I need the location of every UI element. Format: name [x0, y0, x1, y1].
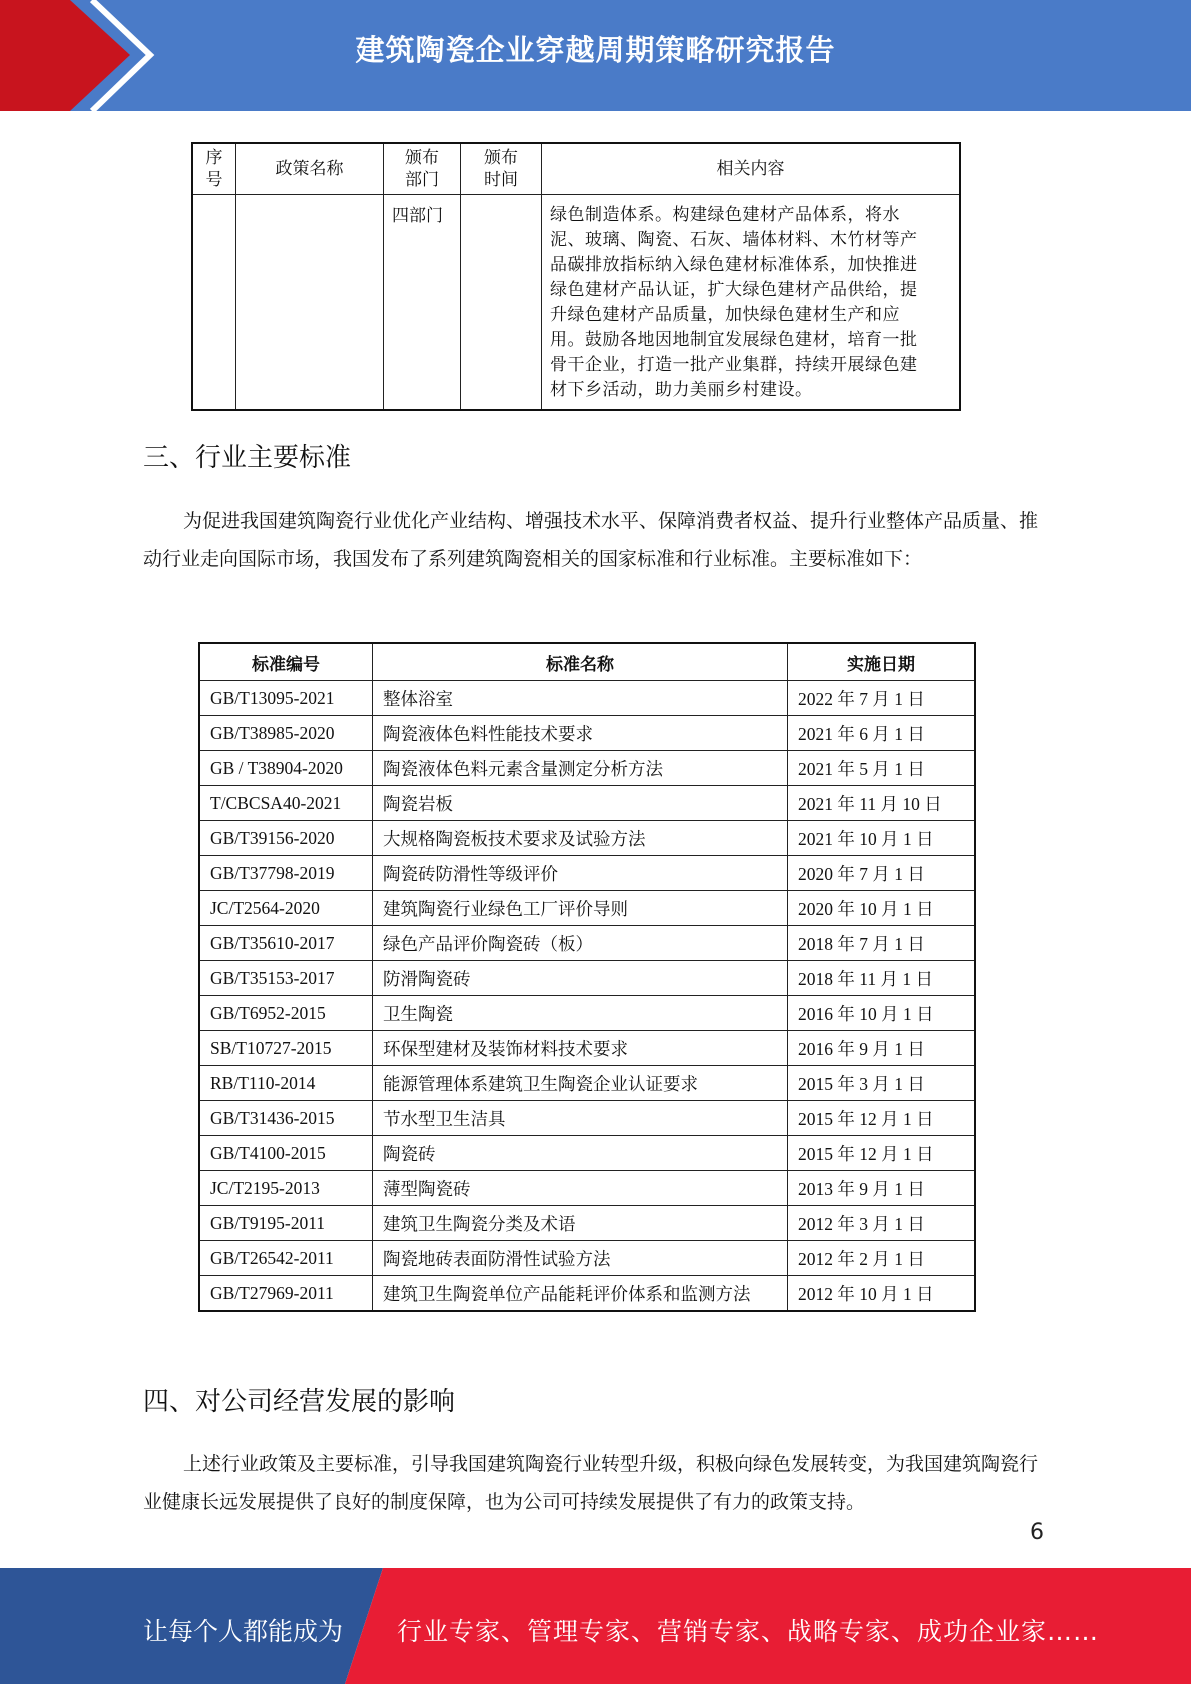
page-header [0, 0, 1191, 111]
cell-content: 绿色制造体系。构建绿色建材产品体系，将水 泥、玻璃、陶瓷、石灰、墙体材料、木竹材等产 品碳排放指标纳入绿色建材标准体系，加快推进 绿色建材产品认证，扩大绿色建材产品供给，提 升绿色建材产品质量，加快绿色建材生产和应 用。鼓励各地因地制宜发展绿色建材，培育一批 骨干企业，打造一批产业集群，持续开展绿色建 材下乡活动，助力美丽乡村建设。 [542, 195, 961, 411]
cell-standard-number: GB/T39156-2020 [199, 821, 373, 856]
cell-standard-number: SB/T10727-2015 [199, 1031, 373, 1066]
cell-standard-name: 能源管理体系建筑卫生陶瓷企业认证要求 [373, 1066, 788, 1101]
cell-effective-date: 2022 年 7 月 1 日 [788, 681, 976, 716]
cell-standard-number: GB/T9195-2011 [199, 1206, 373, 1241]
cell-standard-name: 卫生陶瓷 [373, 996, 788, 1031]
header-effective-date: 实施日期 [788, 643, 976, 681]
cell-standard-name: 建筑卫生陶瓷分类及术语 [373, 1206, 788, 1241]
header-time: 颁布 时间 [461, 143, 542, 195]
cell-standard-number: GB/T38985-2020 [199, 716, 373, 751]
table-row [199, 1031, 975, 1066]
cell-effective-date: 2016 年 9 月 1 日 [788, 1031, 976, 1066]
footer-slogan-left: 让每个人都能成为 [143, 1617, 344, 1646]
cell-effective-date: 2016 年 10 月 1 日 [788, 996, 976, 1031]
cell-effective-date: 2012 年 3 月 1 日 [788, 1206, 976, 1241]
cell-standard-number: GB/T27969-2011 [199, 1276, 373, 1312]
table-row [199, 786, 975, 821]
table-row [199, 1276, 975, 1312]
table-row [199, 1241, 975, 1276]
cell-standard-name: 陶瓷砖 [373, 1136, 788, 1171]
header-seq: 序 号 [192, 143, 236, 195]
table-row [199, 961, 975, 996]
table-row [199, 1066, 975, 1101]
cell-standard-number: GB/T26542-2011 [199, 1241, 373, 1276]
policy-table [191, 142, 961, 411]
cell-standard-number: GB/T37798-2019 [199, 856, 373, 891]
cell-standard-name: 防滑陶瓷砖 [373, 961, 788, 996]
cell-effective-date: 2018 年 7 月 1 日 [788, 926, 976, 961]
section-4-paragraph: 上述行业政策及主要标准，引导我国建筑陶瓷行业转型升级，积极向绿色发展转变，为我国建筑陶瓷行业健康长远发展提供了良好的制度保障，也为公司可持续发展提供了有力的政策支持。 [143, 1453, 1039, 1513]
cell-standard-name: 节水型卫生洁具 [373, 1101, 788, 1136]
cell-effective-date: 2013 年 9 月 1 日 [788, 1171, 976, 1206]
cell-effective-date: 2021 年 6 月 1 日 [788, 716, 976, 751]
cell-department: 四部门 [384, 195, 461, 411]
cell-standard-number: GB/T13095-2021 [199, 681, 373, 716]
cell-policy-name [236, 195, 384, 411]
table-row [199, 996, 975, 1031]
cell-standard-number: GB / T38904-2020 [199, 751, 373, 786]
header-content: 相关内容 [542, 143, 961, 195]
table-row [199, 716, 975, 751]
cell-time [461, 195, 542, 411]
header-department: 颁布 部门 [384, 143, 461, 195]
cell-seq [192, 195, 236, 411]
page-number: 6 [1030, 1520, 1044, 1545]
header-policy-name: 政策名称 [236, 143, 384, 195]
cell-effective-date: 2012 年 10 月 1 日 [788, 1276, 976, 1312]
table-row [199, 1206, 975, 1241]
table-row [199, 681, 975, 716]
cell-standard-number: RB/T110-2014 [199, 1066, 373, 1101]
header-standard-number: 标准编号 [199, 643, 373, 681]
policy-table-row [192, 195, 960, 411]
standards-table [198, 642, 976, 1312]
cell-standard-name: 环保型建材及装饰材料技术要求 [373, 1031, 788, 1066]
section-3-paragraph: 为促进我国建筑陶瓷行业优化产业结构、增强技术水平、保障消费者权益、提升行业整体产品质量、推动行业走向国际市场，我国发布了系列建筑陶瓷相关的国家标准和行业标准。主要标准如下： [143, 510, 1039, 570]
cell-effective-date: 2020 年 7 月 1 日 [788, 856, 976, 891]
cell-standard-name: 陶瓷液体色料性能技术要求 [373, 716, 788, 751]
cell-effective-date: 2012 年 2 月 1 日 [788, 1241, 976, 1276]
cell-standard-name: 整体浴室 [373, 681, 788, 716]
cell-effective-date: 2021 年 11 月 10 日 [788, 786, 976, 821]
footer-slogan-right: 行业专家、管理专家、营销专家、战略专家、成功企业家…… [397, 1617, 1100, 1646]
cell-standard-number: GB/T35153-2017 [199, 961, 373, 996]
cell-effective-date: 2015 年 12 月 1 日 [788, 1136, 976, 1171]
cell-standard-name: 建筑陶瓷行业绿色工厂评价导则 [373, 891, 788, 926]
cell-standard-name: 大规格陶瓷板技术要求及试验方法 [373, 821, 788, 856]
table-row [199, 1171, 975, 1206]
cell-standard-number: JC/T2195-2013 [199, 1171, 373, 1206]
cell-effective-date: 2021 年 5 月 1 日 [788, 751, 976, 786]
report-title: 建筑陶瓷企业穿越周期策略研究报告 [355, 33, 836, 67]
standards-table-body [199, 681, 975, 1312]
table-row [199, 1136, 975, 1171]
cell-effective-date: 2021 年 10 月 1 日 [788, 821, 976, 856]
cell-effective-date: 2015 年 12 月 1 日 [788, 1101, 976, 1136]
cell-standard-name: 陶瓷地砖表面防滑性试验方法 [373, 1241, 788, 1276]
cell-standard-number: T/CBCSA40-2021 [199, 786, 373, 821]
cell-standard-name: 薄型陶瓷砖 [373, 1171, 788, 1206]
cell-standard-name: 陶瓷砖防滑性等级评价 [373, 856, 788, 891]
table-row [199, 856, 975, 891]
cell-standard-name: 建筑卫生陶瓷单位产品能耗评价体系和监测方法 [373, 1276, 788, 1312]
table-row [199, 1101, 975, 1136]
cell-standard-name: 绿色产品评价陶瓷砖（板） [373, 926, 788, 961]
standards-table-header [199, 643, 975, 681]
cell-effective-date: 2015 年 3 月 1 日 [788, 1066, 976, 1101]
section-3-heading: 三、行业主要标准 [143, 443, 352, 473]
cell-standard-number: GB/T6952-2015 [199, 996, 373, 1031]
table-row [199, 891, 975, 926]
table-row [199, 926, 975, 961]
cell-standard-number: GB/T4100-2015 [199, 1136, 373, 1171]
cell-standard-number: JC/T2564-2020 [199, 891, 373, 926]
cell-standard-name: 陶瓷液体色料元素含量测定分析方法 [373, 751, 788, 786]
cell-effective-date: 2018 年 11 月 1 日 [788, 961, 976, 996]
cell-effective-date: 2020 年 10 月 1 日 [788, 891, 976, 926]
table-row [199, 751, 975, 786]
table-row [199, 821, 975, 856]
header-standard-name: 标准名称 [373, 643, 788, 681]
policy-table-header [192, 143, 960, 195]
cell-standard-number: GB/T35610-2017 [199, 926, 373, 961]
cell-standard-name: 陶瓷岩板 [373, 786, 788, 821]
cell-standard-number: GB/T31436-2015 [199, 1101, 373, 1136]
section-4-heading: 四、对公司经营发展的影响 [143, 1387, 456, 1417]
